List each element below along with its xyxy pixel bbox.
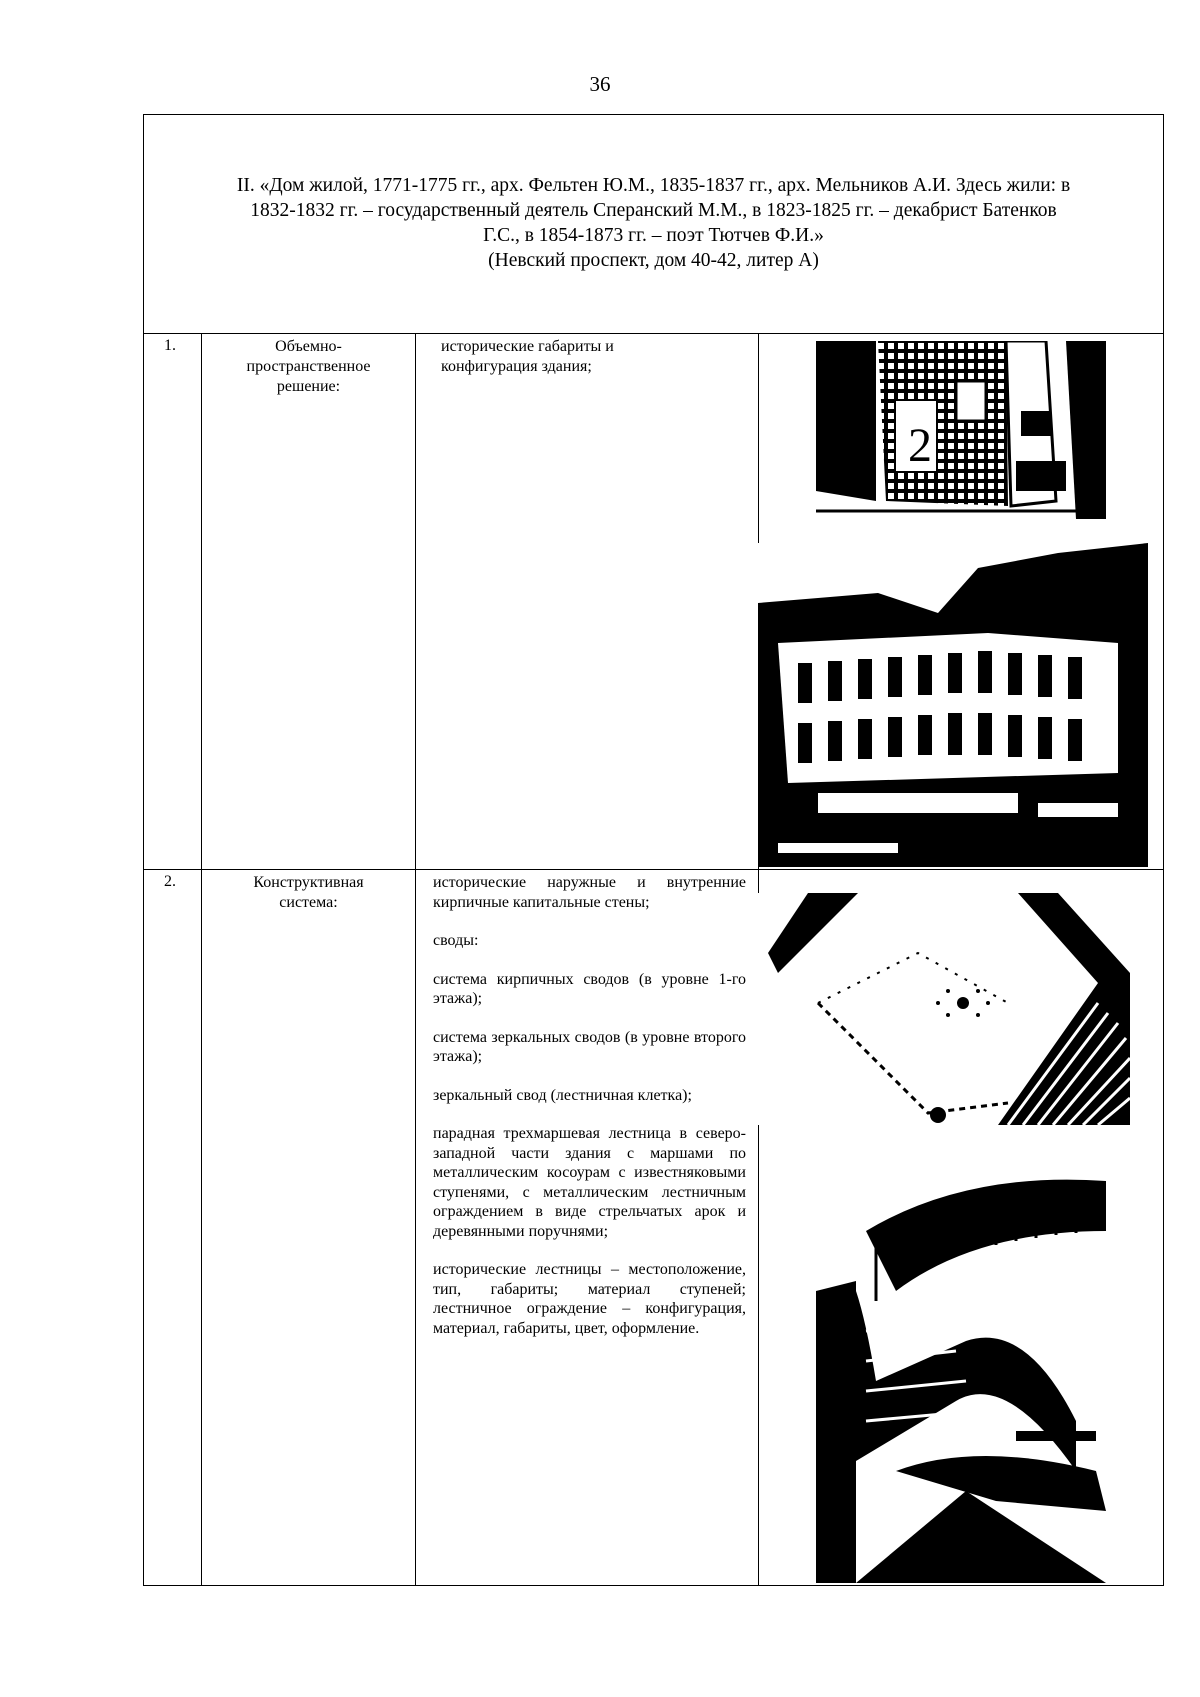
row-divider: [144, 869, 1163, 870]
row-title: [202, 873, 415, 913]
row-title-line: пространственное: [246, 358, 371, 375]
object-header: [164, 173, 1143, 273]
staircase-photo: [816, 1171, 1106, 1583]
header-line-3: Г.С., в 1854-1873 гг. – поэт Тютчев Ф.И.»: [483, 225, 824, 246]
description-item: исторические наружные и внутренние кирпичные капитальные стены;: [433, 874, 746, 911]
row-number: 1.: [164, 337, 176, 354]
protected-object-table: [143, 114, 1164, 1586]
page-number: 36: [589, 72, 611, 96]
description-item: парадная трехмаршевая лестница в северо-западной части здания с маршами по металлическим косоурам с известняковыми ступенями, с металлическим лестничным ограждением в виде стрельчатых арок и деревянными поручнями;: [433, 1125, 746, 1240]
row-title: [202, 337, 415, 397]
row-title-line: решение:: [276, 378, 341, 395]
row-title-line: Конструктивная: [253, 874, 364, 891]
header-address: (Невский проспект, дом 40-42, литер А): [488, 250, 819, 271]
column-divider: [201, 333, 202, 1585]
vault-ceiling-photo: [758, 893, 1130, 1125]
description-item: своды:: [433, 932, 479, 949]
site-plan-image: [816, 341, 1106, 519]
description-item: система кирпичных сводов (в уровне 1-го этажа);: [433, 970, 746, 1007]
row-description: [441, 337, 691, 395]
column-divider: [415, 333, 416, 1585]
row-description: [433, 873, 746, 1357]
description-item: исторические лестницы – местоположение, тип, габариты; материал ступеней; лестничное ограждение – конфигурация, материал, габариты, цвет, оформление.: [433, 1261, 746, 1337]
description-item: исторические габариты и конфигурация здания;: [441, 338, 614, 375]
description-item: система зеркальных сводов (в уровне второго этажа);: [433, 1028, 746, 1065]
row-title-line: система:: [279, 894, 338, 911]
header-line-1: II. «Дом жилой, 1771-1775 гг., арх. Фельтен Ю.М., 1835-1837 гг., арх. Мельников А.И. Здесь жили: в: [236, 175, 1071, 196]
row-divider: [144, 333, 1163, 334]
row-number: 2.: [164, 873, 176, 890]
building-facade-photo: [758, 543, 1148, 867]
header-line-2: 1832-1832 гг. – государственный деятель Сперанский М.М., в 1823-1825 гг. – декабрист Батенков: [250, 200, 1057, 221]
plan-label: 2: [908, 419, 932, 472]
row-title-line: Объемно-: [275, 338, 342, 355]
description-item: зеркальный свод (лестничная клетка);: [433, 1086, 692, 1104]
